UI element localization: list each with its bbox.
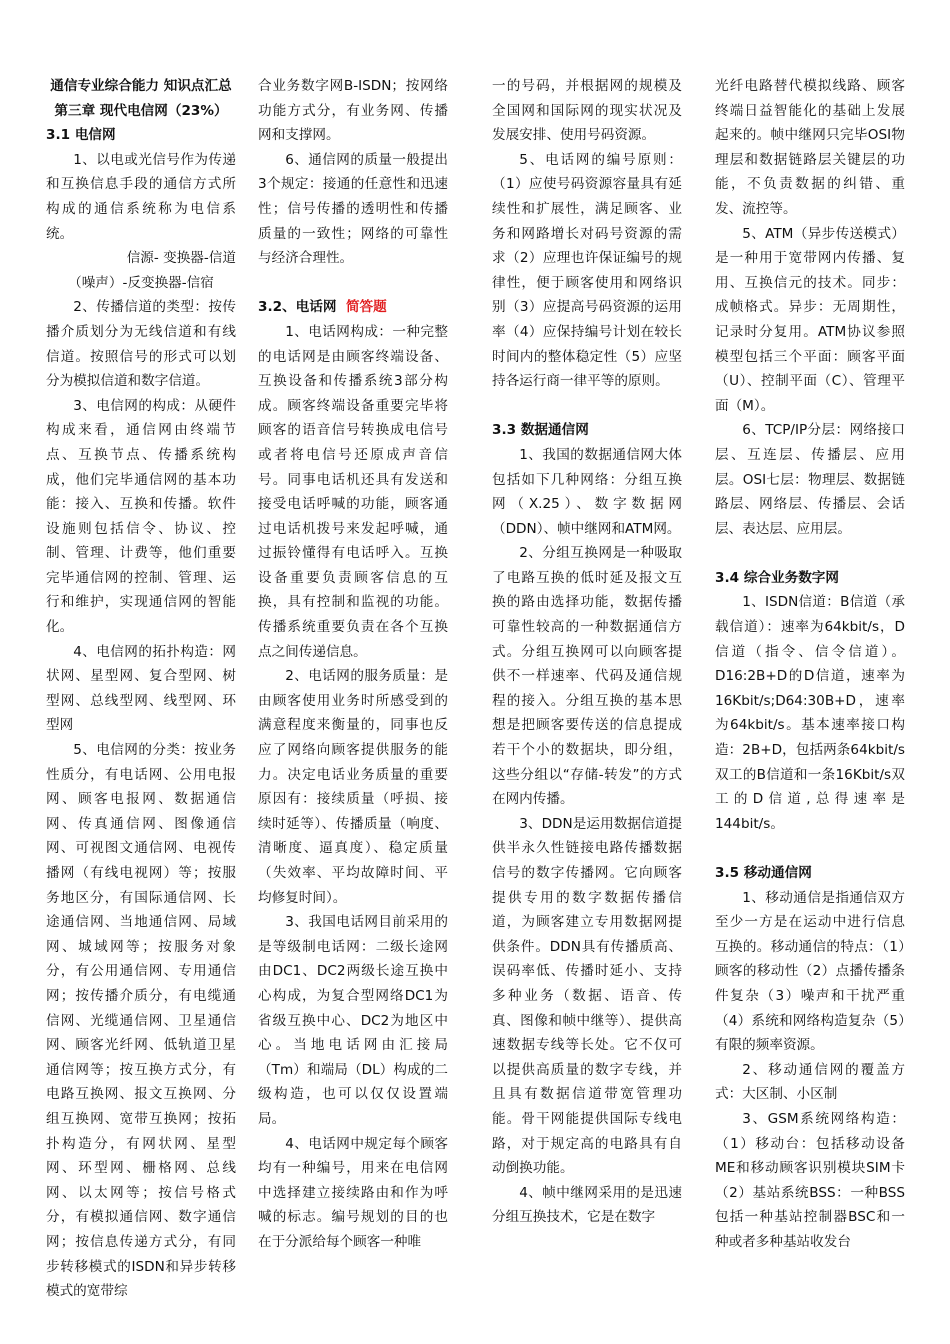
paragraph: 3、DDN是运用数据信道提供半永久性链接电路传播数据信号的数字传播网。它向顾客提供专用的数字数据传播信道，为顾客建立专用数据网提供条件。DDN具有传播质高、误码率低、传播时延小、支持多种业务（数据、语音、传真、图像和帧中继等）、提供高速数据专线等长处。它不仅可以提供高质量的数字专线，并且具有数据信道带宽管理功能。骨干网能提供国际专线电路，对于规定高的电路具有自动倒换功能。 xyxy=(492,815,682,1177)
paragraph: 1、电话网构成：一种完整的电话网是由顾客终端设备、互换设备和传播系统3部分构成。顾客终端设备重要完毕将顾客的语音信号转换成电信号或者将电信号还原成声音信号。同事电话机还具有发送和接受电话呼喊的功能，顾客通过电话机拨号来发起呼喊，通过振铃懂得有电话呼入。互换设备重要负责顾客信息的互换，具有控制和监视的功能。传播系统重要负责在各个互换点之间传递信息。 xyxy=(258,323,448,660)
chapter-heading: 第三章 现代电信网（23%） xyxy=(54,102,228,119)
paragraph: 4、帧中继网采用的是迅速分组互换技术，它是在数字 xyxy=(492,1184,682,1226)
section-heading-3-4: 3.4 综合业务数字网 xyxy=(715,569,839,586)
paragraph: 1、ISDN信道：B信道（承载信道）：速率为64kbit/s，D信道（指令、信令信道）。D16:2B+D的D信道，速率为16Kbit/s;D64:30B+D，速率为64kbit/s。基本速率接口构造：2B+D，包括两条64kbit/s双工的B信道和一条16Kbit/s双工的D信道,总得速率是144bit/s。 xyxy=(715,594,905,832)
question-type-tag: 简答题 xyxy=(345,299,387,316)
paragraph: 3、GSM系统网络构造：（1）移动台：包括移动设备ME和移动顾客识别模块SIM卡（2）基站系统BSS：一种BSS包括一种基站控制器BSC和一种或者多种基站收发台 xyxy=(715,1110,905,1250)
paragraph: 2、传播信道的类型：按传播介质划分为无线信道和有线信道。按照信号的形式可以划分为模拟信道和数字信道。 xyxy=(46,299,236,390)
section-heading-3-2 xyxy=(258,295,448,320)
paragraph: 3、我国电话网目前采用的是等级制电话网：二级长途网由DC1、DC2两级长途互换中心构成，为复合型网络DC1为省级互换中心、DC2为地区中心。当地电话网由汇接局（Tm）和端局（DL）构成的二级构造，也可以仅仅设置端局。 xyxy=(258,914,448,1127)
section-heading-3-5: 3.5 移动通信网 xyxy=(715,865,812,881)
column-3 xyxy=(492,74,682,1230)
paragraph: 2、移动通信网的覆盖方式：大区制、小区制 xyxy=(715,1061,905,1103)
document-title: 通信专业综合能力 知识点汇总 xyxy=(50,78,232,94)
section-heading-3-3: 3.3 数据通信网 xyxy=(492,422,589,439)
paragraph: 6、通信网的质量一般提出3个规定：接通的任意性和迅速性；信号传播的透明性和传播质量的一致性；网络的可靠性与经济合理性。 xyxy=(258,151,448,267)
section-title: 3.2、电话网 xyxy=(258,299,337,316)
paragraph: 6、TCP/IP分层：网络接口层、互连层、传播层、应用层。OSI七层：物理层、数据链路层、网络层、传播层、会话层、表达层、应用层。 xyxy=(715,422,905,537)
paragraph: 2、分组互换网是一种吸取了电路互换的低时延及报文互换的路由选择功能，数据传播可靠性较高的一种数据通信方式。分组互换网可以向顾客提供不一样速率、代码及通信规程的接入。分组互换的基本思想是把顾客要传送的信息提成若干个小的数据块，即分组，这些分组以“存储-转发”的方式在网内传播。 xyxy=(492,545,682,808)
column-2 xyxy=(258,74,448,1255)
paragraph: 5、电话网的编号原则：（1）应使号码资源容量具有延续性和扩展性，满足顾客、业务和网路增长对码号资源的需求（2）应理也许保证编号的规律性，便于顾客使用和网络识别（3）应提高号码资源的运用率（4）应保持编号计划在较长时间内的整体稳定性（5）应坚持各运行商一律平等的原则。 xyxy=(492,151,682,390)
paragraph: 3、电信网的构成：从硬件构成来看，通信网由终端节点、互换节点、传播系统构成，他们完毕通信网的基本功能：接入、互换和传播。软件设施则包括信令、协议、控制、管理、计费等，他们重要完毕通信网的控制、管理、运行和维护，实现通信网的智能化。 xyxy=(46,397,236,636)
paragraph: 一的号码，并根据网的规模及全国网和国际网的现实状况及发展安排、使用号码资源。 xyxy=(492,78,682,144)
paragraph: 1、我国的数据通信网大体包括如下几种网络：分组互换网（X.25）、数字数据网（DDN）、帧中继网和ATM网。 xyxy=(492,446,682,537)
paragraph: 信源- 变换器-信道 xyxy=(126,250,236,267)
column-4 xyxy=(715,74,905,1255)
paragraph: 1、以电或光信号作为传递和互换信息手段的通信方式所构成的通信系统称为电信系统。 xyxy=(46,151,236,242)
paragraph: 1、移动通信是指通信双方至少一方是在运动中进行信息互换的。移动通信的特点：（1）顾客的移动性（2）点播传播条件复杂（3）噪声和干扰严重（4）系统和网络构造复杂（5）有限的频率资源。 xyxy=(715,889,905,1054)
paragraph: 2、电话网的服务质量：是由顾客使用业务时所感受到的满意程度来衡量的，同事也反应了网络向顾客提供服务的能力。决定电话业务质量的重要原因有：接续质量（呼损、接续时延等）、传播质量（响度、清晰度、逼真度）、稳定质量（失效率、平均故障时间、平均修复时间）。 xyxy=(258,668,448,906)
section-heading-3-1: 3.1 电信网 xyxy=(46,127,116,144)
paragraph: 合业务数字网B-ISDN；按网络功能方式分，有业务网、传播网和支撑网。 xyxy=(258,78,448,144)
paragraph: 光纤电路替代模拟线路、顾客终端日益智能化的基础上发展起来的。帧中继网只完毕OSI物理层和数据链路层关键层的功能，不负责数据的纠错、重发、流控等。 xyxy=(715,78,905,217)
paragraph: 4、电话网中规定每个顾客均有一种编号，用来在电信网中选择建立接续路由和作为呼喊的标志。编号规划的目的也在于分派给每个顾客一种唯 xyxy=(258,1135,448,1250)
paragraph: 5、电信网的分类：按业务性质分，有电话网、公用电报网、顾客电报网、数据通信网、传真通信网、图像通信网、可视图文通信网、电视传播网（有线电视网）等；按服务地区分，有国际通信网、长途通信网、当地通信网、局域网、城域网等；按服务对象分，有公用通信网、专用通信网；按传播介质分，有电缆通信网、光缆通信网、卫星通信网、顾客光纤网、低轨道卫星通信网等；按互换方式分，有电路互换网、报文互换网、分组互换网、宽带互换网；按拓扑构造分，有网状网、星型网、环型网、栅格网、总线网、以太网等；按信号格式分，有模拟通信网、数字通信网；按信息传递方式分，有同步转移模式的ISDN和异步转移模式的宽带综 xyxy=(46,742,236,1300)
column-1 xyxy=(46,74,236,1304)
paragraph: （噪声）-反变换器-信宿 xyxy=(68,274,214,291)
paragraph: 4、电信网的拓扑构造：网状网、星型网、复合型网、树型网、总线型网、线型网、环型网 xyxy=(46,643,236,734)
paragraph: 5、ATM（异步传送模式）是一种用于宽带网内传播、复用、互换信元的技术。同步：成帧格式。异步：无周期性，记录时分复用。ATM协议参照模型包括三个平面：顾客平面（U）、控制平面（C）、管理平面（M）。 xyxy=(715,225,905,414)
